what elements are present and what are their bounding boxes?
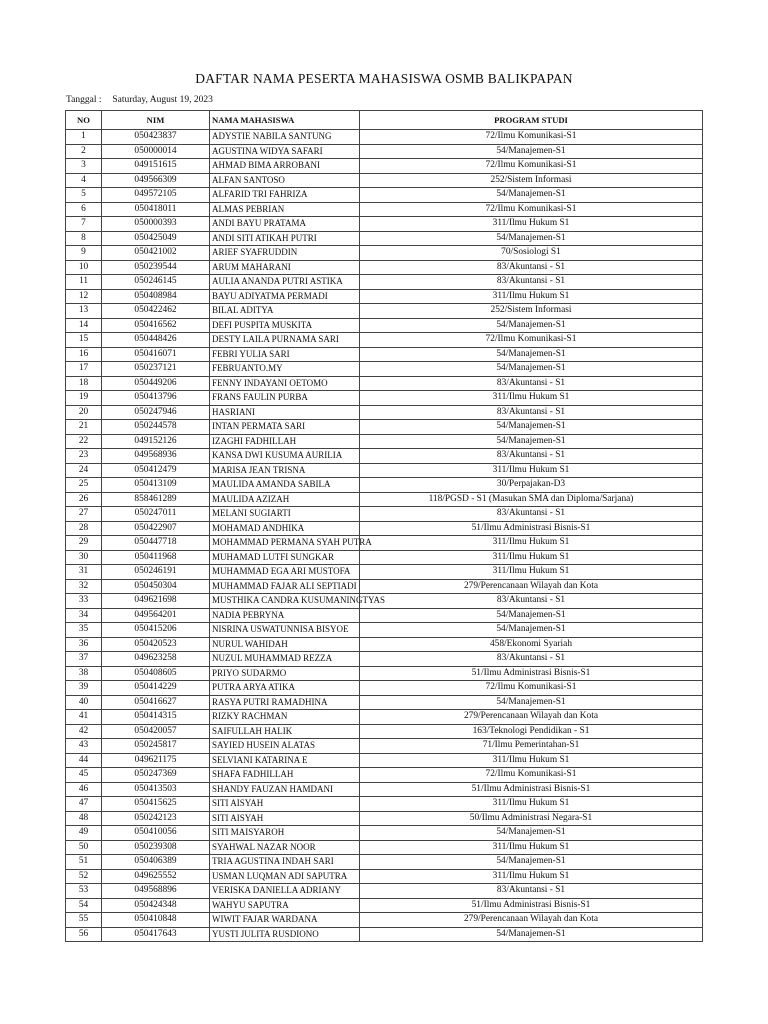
row-program-studi: 83/Akuntansi - S1 bbox=[360, 260, 703, 275]
row-nama: SHANDY FAUZAN HAMDANI bbox=[210, 782, 360, 797]
table-row bbox=[66, 217, 703, 232]
row-program-studi: 311/Ilmu Hukum S1 bbox=[360, 869, 703, 884]
row-no: 48 bbox=[66, 811, 102, 826]
row-program-studi: 252/Sistem Informasi bbox=[360, 304, 703, 319]
row-no: 16 bbox=[66, 347, 102, 362]
row-no: 8 bbox=[66, 231, 102, 246]
date-label: Tanggal : bbox=[66, 95, 102, 105]
row-program-studi: 83/Akuntansi - S1 bbox=[360, 449, 703, 464]
row-no: 2 bbox=[66, 144, 102, 159]
row-program-studi: 279/Perencanaan Wilayah dan Kota bbox=[360, 579, 703, 594]
row-nim: 050447718 bbox=[102, 536, 210, 551]
row-nim: 050416627 bbox=[102, 695, 210, 710]
row-no: 53 bbox=[66, 884, 102, 899]
row-nim: 050415625 bbox=[102, 797, 210, 812]
table-row bbox=[66, 855, 703, 870]
row-nim: 049572105 bbox=[102, 188, 210, 203]
table-row bbox=[66, 869, 703, 884]
row-nim: 050424348 bbox=[102, 898, 210, 913]
row-nim: 050418011 bbox=[102, 202, 210, 217]
table-row bbox=[66, 811, 703, 826]
row-no: 37 bbox=[66, 652, 102, 667]
row-nim: 050000014 bbox=[102, 144, 210, 159]
row-nim: 050410848 bbox=[102, 913, 210, 928]
row-no: 13 bbox=[66, 304, 102, 319]
row-nim: 050247011 bbox=[102, 507, 210, 522]
table-row bbox=[66, 927, 703, 942]
row-program-studi: 51/Ilmu Administrasi Bisnis-S1 bbox=[360, 898, 703, 913]
row-nim: 049568936 bbox=[102, 449, 210, 464]
row-no: 21 bbox=[66, 420, 102, 435]
row-nama: SYAHWAL NAZAR NOOR bbox=[210, 840, 360, 855]
row-program-studi: 72/Ilmu Komunikasi-S1 bbox=[360, 768, 703, 783]
row-no: 50 bbox=[66, 840, 102, 855]
row-nim: 050420057 bbox=[102, 724, 210, 739]
table-row bbox=[66, 159, 703, 174]
row-nim: 049621175 bbox=[102, 753, 210, 768]
row-nama: ANDI BAYU PRATAMA bbox=[210, 217, 360, 232]
row-nama: SITI AISYAH bbox=[210, 811, 360, 826]
row-no: 30 bbox=[66, 550, 102, 565]
row-nama: MUSTHIKA CANDRA KUSUMANINGTYAS bbox=[210, 594, 360, 609]
row-program-studi: 54/Manajemen-S1 bbox=[360, 434, 703, 449]
row-program-studi: 311/Ilmu Hukum S1 bbox=[360, 391, 703, 406]
table-row bbox=[66, 550, 703, 565]
row-program-studi: 54/Manajemen-S1 bbox=[360, 623, 703, 638]
row-nama: MUHAMMAD FAJAR ALI SEPTIADI bbox=[210, 579, 360, 594]
row-no: 27 bbox=[66, 507, 102, 522]
row-no: 10 bbox=[66, 260, 102, 275]
row-nama: MAULIDA AZIZAH bbox=[210, 492, 360, 507]
table-row bbox=[66, 884, 703, 899]
row-nama: ARUM MAHARANI bbox=[210, 260, 360, 275]
row-no: 28 bbox=[66, 521, 102, 536]
row-no: 36 bbox=[66, 637, 102, 652]
row-no: 25 bbox=[66, 478, 102, 493]
row-program-studi: 118/PGSD - S1 (Masukan SMA dan Diploma/Sarjana) bbox=[360, 492, 703, 507]
table-row bbox=[66, 739, 703, 754]
row-no: 55 bbox=[66, 913, 102, 928]
table-row bbox=[66, 840, 703, 855]
row-program-studi: 51/Ilmu Administrasi Bisnis-S1 bbox=[360, 521, 703, 536]
table-row bbox=[66, 652, 703, 667]
row-nim: 050245817 bbox=[102, 739, 210, 754]
row-nama: NUZUL MUHAMMAD REZZA bbox=[210, 652, 360, 667]
table-row bbox=[66, 434, 703, 449]
row-nama: USMAN LUQMAN ADI SAPUTRA bbox=[210, 869, 360, 884]
row-nim: 050414229 bbox=[102, 681, 210, 696]
table-row bbox=[66, 681, 703, 696]
row-nim: 050422907 bbox=[102, 521, 210, 536]
row-no: 52 bbox=[66, 869, 102, 884]
table-row bbox=[66, 521, 703, 536]
row-nama: ALMAS PEBRIAN bbox=[210, 202, 360, 217]
row-no: 35 bbox=[66, 623, 102, 638]
row-nama: HASRIANI bbox=[210, 405, 360, 420]
row-nama: ANDI SITI ATIKAH PUTRI bbox=[210, 231, 360, 246]
table-row bbox=[66, 898, 703, 913]
row-no: 5 bbox=[66, 188, 102, 203]
row-nim: 050413796 bbox=[102, 391, 210, 406]
row-nim: 049151615 bbox=[102, 159, 210, 174]
row-nim: 050412479 bbox=[102, 463, 210, 478]
row-no: 42 bbox=[66, 724, 102, 739]
header-nim: NIM bbox=[102, 111, 210, 130]
row-no: 9 bbox=[66, 246, 102, 261]
table-row bbox=[66, 449, 703, 464]
row-program-studi: 54/Manajemen-S1 bbox=[360, 420, 703, 435]
row-nim: 049564201 bbox=[102, 608, 210, 623]
row-nama: SHAFA FADHILLAH bbox=[210, 768, 360, 783]
row-nama: SITI AISYAH bbox=[210, 797, 360, 812]
row-nama: SELVIANI KATARINA E bbox=[210, 753, 360, 768]
row-nama: IZAGHI FADHILLAH bbox=[210, 434, 360, 449]
row-program-studi: 50/Ilmu Administrasi Negara-S1 bbox=[360, 811, 703, 826]
row-nim: 049621698 bbox=[102, 594, 210, 609]
table-row bbox=[66, 753, 703, 768]
row-program-studi: 458/Ekonomi Syariah bbox=[360, 637, 703, 652]
row-nama: NISRINA USWATUNNISA BISYOE bbox=[210, 623, 360, 638]
row-no: 34 bbox=[66, 608, 102, 623]
row-nim: 050416562 bbox=[102, 318, 210, 333]
table-row bbox=[66, 782, 703, 797]
row-program-studi: 311/Ilmu Hukum S1 bbox=[360, 550, 703, 565]
row-nim: 050247946 bbox=[102, 405, 210, 420]
row-no: 26 bbox=[66, 492, 102, 507]
row-nim: 050408605 bbox=[102, 666, 210, 681]
row-nama: MOHAMAD ANDHIKA bbox=[210, 521, 360, 536]
row-nim: 050237121 bbox=[102, 362, 210, 377]
row-no: 39 bbox=[66, 681, 102, 696]
row-no: 4 bbox=[66, 173, 102, 188]
row-program-studi: 72/Ilmu Komunikasi-S1 bbox=[360, 333, 703, 348]
row-nama: DESTY LAILA PURNAMA SARI bbox=[210, 333, 360, 348]
row-nama: NADIA PEBRYNA bbox=[210, 608, 360, 623]
row-program-studi: 54/Manajemen-S1 bbox=[360, 318, 703, 333]
row-nim: 050423837 bbox=[102, 130, 210, 145]
row-nama: MUHAMMAD EGA ARI MUSTOFA bbox=[210, 565, 360, 580]
row-nim: 050406389 bbox=[102, 855, 210, 870]
row-nim: 050408984 bbox=[102, 289, 210, 304]
row-program-studi: 83/Akuntansi - S1 bbox=[360, 376, 703, 391]
row-nama: SAIFULLAH HALIK bbox=[210, 724, 360, 739]
header-nama: NAMA MAHASISWA bbox=[210, 111, 360, 130]
row-no: 18 bbox=[66, 376, 102, 391]
row-nim: 049566309 bbox=[102, 173, 210, 188]
table-row bbox=[66, 594, 703, 609]
table-row bbox=[66, 565, 703, 580]
row-nama: ALFAN SANTOSO bbox=[210, 173, 360, 188]
row-no: 41 bbox=[66, 710, 102, 725]
table-body bbox=[66, 130, 703, 942]
table-row bbox=[66, 144, 703, 159]
row-no: 33 bbox=[66, 594, 102, 609]
row-no: 7 bbox=[66, 217, 102, 232]
table-row bbox=[66, 608, 703, 623]
row-program-studi: 311/Ilmu Hukum S1 bbox=[360, 797, 703, 812]
row-program-studi: 54/Manajemen-S1 bbox=[360, 231, 703, 246]
table-row bbox=[66, 231, 703, 246]
row-program-studi: 311/Ilmu Hukum S1 bbox=[360, 753, 703, 768]
row-nim: 050417643 bbox=[102, 927, 210, 942]
row-no: 38 bbox=[66, 666, 102, 681]
row-nama: ADYSTIE NABILA SANTUNG bbox=[210, 130, 360, 145]
table-row bbox=[66, 724, 703, 739]
row-program-studi: 70/Sosiologi S1 bbox=[360, 246, 703, 261]
row-nim: 050410056 bbox=[102, 826, 210, 841]
row-nim: 049152126 bbox=[102, 434, 210, 449]
row-program-studi: 54/Manajemen-S1 bbox=[360, 362, 703, 377]
row-nama: SITI MAISYAROH bbox=[210, 826, 360, 841]
row-nim: 050411968 bbox=[102, 550, 210, 565]
row-program-studi: 311/Ilmu Hukum S1 bbox=[360, 217, 703, 232]
row-no: 15 bbox=[66, 333, 102, 348]
row-nim: 049625552 bbox=[102, 869, 210, 884]
row-nim: 050420523 bbox=[102, 637, 210, 652]
table-row bbox=[66, 710, 703, 725]
row-nim: 050415206 bbox=[102, 623, 210, 638]
table-row bbox=[66, 260, 703, 275]
row-nim: 050246191 bbox=[102, 565, 210, 580]
row-nim: 050000393 bbox=[102, 217, 210, 232]
row-nim: 050239308 bbox=[102, 840, 210, 855]
row-no: 56 bbox=[66, 927, 102, 942]
row-nim: 858461289 bbox=[102, 492, 210, 507]
row-no: 54 bbox=[66, 898, 102, 913]
row-nim: 050414315 bbox=[102, 710, 210, 725]
row-nama: AULIA ANANDA PUTRI ASTIKA bbox=[210, 275, 360, 290]
row-program-studi: 311/Ilmu Hukum S1 bbox=[360, 463, 703, 478]
row-no: 17 bbox=[66, 362, 102, 377]
table-row bbox=[66, 391, 703, 406]
row-nim: 050242123 bbox=[102, 811, 210, 826]
row-program-studi: 163/Teknologi Pendidikan - S1 bbox=[360, 724, 703, 739]
row-nama: WAHYU SAPUTRA bbox=[210, 898, 360, 913]
row-program-studi: 83/Akuntansi - S1 bbox=[360, 507, 703, 522]
row-nim: 050448426 bbox=[102, 333, 210, 348]
row-nim: 049568896 bbox=[102, 884, 210, 899]
row-program-studi: 311/Ilmu Hukum S1 bbox=[360, 840, 703, 855]
row-program-studi: 54/Manajemen-S1 bbox=[360, 144, 703, 159]
row-program-studi: 83/Akuntansi - S1 bbox=[360, 884, 703, 899]
row-program-studi: 72/Ilmu Komunikasi-S1 bbox=[360, 681, 703, 696]
row-nama: VERISKA DANIELLA ADRIANY bbox=[210, 884, 360, 899]
row-nama: BILAL ADITYA bbox=[210, 304, 360, 319]
table-row bbox=[66, 333, 703, 348]
table-row bbox=[66, 695, 703, 710]
row-no: 14 bbox=[66, 318, 102, 333]
row-no: 20 bbox=[66, 405, 102, 420]
table-row bbox=[66, 623, 703, 638]
row-program-studi: 311/Ilmu Hukum S1 bbox=[360, 565, 703, 580]
header-program-studi: PROGRAM STUDI bbox=[360, 111, 703, 130]
row-program-studi: 72/Ilmu Komunikasi-S1 bbox=[360, 159, 703, 174]
row-no: 45 bbox=[66, 768, 102, 783]
row-program-studi: 54/Manajemen-S1 bbox=[360, 347, 703, 362]
header-no: NO bbox=[66, 111, 102, 130]
row-no: 49 bbox=[66, 826, 102, 841]
table-row bbox=[66, 362, 703, 377]
row-nama: MOHAMMAD PERMANA SYAH PUTRA bbox=[210, 536, 360, 551]
row-nama: TRIA AGUSTINA INDAH SARI bbox=[210, 855, 360, 870]
row-no: 3 bbox=[66, 159, 102, 174]
row-nama: BAYU ADIYATMA PERMADI bbox=[210, 289, 360, 304]
row-no: 6 bbox=[66, 202, 102, 217]
table-row bbox=[66, 826, 703, 841]
row-no: 12 bbox=[66, 289, 102, 304]
row-no: 22 bbox=[66, 434, 102, 449]
table-row bbox=[66, 289, 703, 304]
participants-table bbox=[65, 110, 703, 942]
table-row bbox=[66, 405, 703, 420]
row-program-studi: 54/Manajemen-S1 bbox=[360, 695, 703, 710]
row-nama: SAYIED HUSEIN ALATAS bbox=[210, 739, 360, 754]
row-nama: MARISA JEAN TRISNA bbox=[210, 463, 360, 478]
row-nama: ALFARID TRI FAHRIZA bbox=[210, 188, 360, 203]
row-nim: 050413503 bbox=[102, 782, 210, 797]
table-row bbox=[66, 637, 703, 652]
table-row bbox=[66, 507, 703, 522]
row-program-studi: 83/Akuntansi - S1 bbox=[360, 275, 703, 290]
row-nim: 050246145 bbox=[102, 275, 210, 290]
table-row bbox=[66, 768, 703, 783]
row-program-studi: 72/Ilmu Komunikasi-S1 bbox=[360, 202, 703, 217]
table-row bbox=[66, 420, 703, 435]
row-nim: 050244578 bbox=[102, 420, 210, 435]
row-program-studi: 83/Akuntansi - S1 bbox=[360, 594, 703, 609]
row-nama: AGUSTINA WIDYA SAFARI bbox=[210, 144, 360, 159]
document-title: DAFTAR NAMA PESERTA MAHASISWA OSMB BALIKPAPAN bbox=[195, 71, 573, 86]
row-program-studi: 54/Manajemen-S1 bbox=[360, 855, 703, 870]
row-program-studi: 311/Ilmu Hukum S1 bbox=[360, 536, 703, 551]
row-nama: FENNY INDAYANI OETOMO bbox=[210, 376, 360, 391]
row-program-studi: 51/Ilmu Administrasi Bisnis-S1 bbox=[360, 666, 703, 681]
row-nama: MUHAMAD LUTFI SUNGKAR bbox=[210, 550, 360, 565]
table-row bbox=[66, 275, 703, 290]
row-nama: NURUL WAHIDAH bbox=[210, 637, 360, 652]
row-nim: 050413109 bbox=[102, 478, 210, 493]
row-no: 47 bbox=[66, 797, 102, 812]
row-nim: 050422462 bbox=[102, 304, 210, 319]
row-nama: FEBRI YULIA SARI bbox=[210, 347, 360, 362]
table-row bbox=[66, 797, 703, 812]
row-nama: AHMAD BIMA ARROBANI bbox=[210, 159, 360, 174]
row-nim: 050247369 bbox=[102, 768, 210, 783]
table-row bbox=[66, 318, 703, 333]
row-nim: 050425049 bbox=[102, 231, 210, 246]
row-program-studi: 311/Ilmu Hukum S1 bbox=[360, 289, 703, 304]
row-no: 29 bbox=[66, 536, 102, 551]
table-row bbox=[66, 376, 703, 391]
table-row bbox=[66, 130, 703, 145]
row-program-studi: 72/Ilmu Komunikasi-S1 bbox=[360, 130, 703, 145]
row-no: 31 bbox=[66, 565, 102, 580]
row-nama: INTAN PERMATA SARI bbox=[210, 420, 360, 435]
row-program-studi: 83/Akuntansi - S1 bbox=[360, 652, 703, 667]
row-program-studi: 83/Akuntansi - S1 bbox=[360, 405, 703, 420]
table-row bbox=[66, 579, 703, 594]
row-program-studi: 54/Manajemen-S1 bbox=[360, 188, 703, 203]
table-row bbox=[66, 304, 703, 319]
row-no: 40 bbox=[66, 695, 102, 710]
row-no: 51 bbox=[66, 855, 102, 870]
row-nama: KANSA DWI KUSUMA AURILIA bbox=[210, 449, 360, 464]
row-program-studi: 279/Perencanaan Wilayah dan Kota bbox=[360, 710, 703, 725]
row-no: 46 bbox=[66, 782, 102, 797]
row-nim: 050416071 bbox=[102, 347, 210, 362]
row-nama: MAULIDA AMANDA SABILA bbox=[210, 478, 360, 493]
table-row bbox=[66, 202, 703, 217]
row-nama: MELANI SUGIARTI bbox=[210, 507, 360, 522]
row-no: 43 bbox=[66, 739, 102, 754]
row-program-studi: 51/Ilmu Administrasi Bisnis-S1 bbox=[360, 782, 703, 797]
row-nama: YUSTI JULITA RUSDIONO bbox=[210, 927, 360, 942]
table-header-row bbox=[66, 111, 703, 130]
row-nim: 050421002 bbox=[102, 246, 210, 261]
table-row bbox=[66, 463, 703, 478]
row-no: 19 bbox=[66, 391, 102, 406]
row-no: 32 bbox=[66, 579, 102, 594]
row-no: 23 bbox=[66, 449, 102, 464]
row-program-studi: 252/Sistem Informasi bbox=[360, 173, 703, 188]
row-nama: FEBRUANTO.MY bbox=[210, 362, 360, 377]
row-program-studi: 71/Ilmu Pemerintahan-S1 bbox=[360, 739, 703, 754]
table-row bbox=[66, 347, 703, 362]
row-no: 24 bbox=[66, 463, 102, 478]
row-no: 44 bbox=[66, 753, 102, 768]
row-nama: PRIYO SUDARMO bbox=[210, 666, 360, 681]
table-row bbox=[66, 666, 703, 681]
row-program-studi: 279/Perencanaan Wilayah dan Kota bbox=[360, 913, 703, 928]
row-nama: RASYA PUTRI RAMADHINA bbox=[210, 695, 360, 710]
table-row bbox=[66, 246, 703, 261]
row-nim: 050450304 bbox=[102, 579, 210, 594]
row-program-studi: 54/Manajemen-S1 bbox=[360, 927, 703, 942]
row-nama: ARIEF SYAFRUDDIN bbox=[210, 246, 360, 261]
table-row bbox=[66, 173, 703, 188]
row-no: 1 bbox=[66, 130, 102, 145]
row-program-studi: 54/Manajemen-S1 bbox=[360, 826, 703, 841]
table-row bbox=[66, 536, 703, 551]
row-nama: DEFI PUSPITA MUSKITA bbox=[210, 318, 360, 333]
row-nama: WIWIT FAJAR WARDANA bbox=[210, 913, 360, 928]
table-row bbox=[66, 188, 703, 203]
table-row bbox=[66, 492, 703, 507]
row-nama: FRANS FAULIN PURBA bbox=[210, 391, 360, 406]
date-value: Saturday, August 19, 2023 bbox=[112, 95, 213, 105]
row-nim: 050449206 bbox=[102, 376, 210, 391]
table-row bbox=[66, 913, 703, 928]
table-row bbox=[66, 478, 703, 493]
row-nim: 050239544 bbox=[102, 260, 210, 275]
row-nama: RIZKY RACHMAN bbox=[210, 710, 360, 725]
row-no: 11 bbox=[66, 275, 102, 290]
row-nama: PUTRA ARYA ATIKA bbox=[210, 681, 360, 696]
row-program-studi: 30/Perpajakan-D3 bbox=[360, 478, 703, 493]
row-nim: 049623258 bbox=[102, 652, 210, 667]
row-program-studi: 54/Manajemen-S1 bbox=[360, 608, 703, 623]
date-row bbox=[66, 95, 213, 105]
